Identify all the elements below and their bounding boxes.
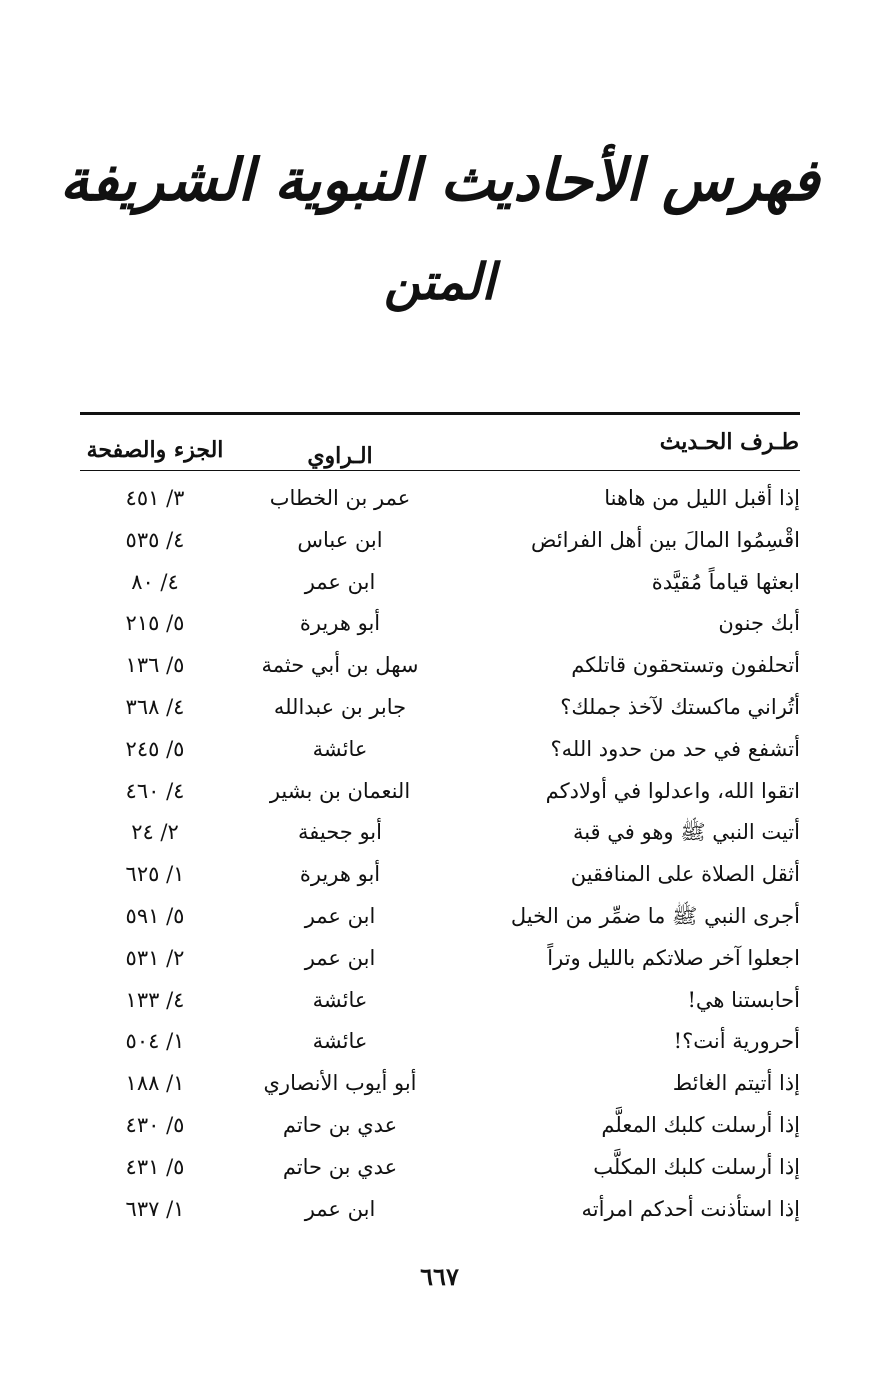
table-row bbox=[80, 1147, 800, 1189]
hadith-text: إذا استأذنت أحدكم امرأته bbox=[581, 1196, 800, 1221]
narrator-name: سهل بن أبي حثمة bbox=[261, 653, 419, 678]
column-header-narrator: الـراوي bbox=[307, 443, 373, 469]
column-header-hadith: طـرف الحـديث bbox=[659, 429, 799, 455]
hadith-text: أتيت النبي ﷺ وهو في قبة bbox=[572, 820, 800, 845]
narrator-name: النعمان بن بشير bbox=[269, 778, 411, 803]
table-row bbox=[80, 729, 800, 771]
volume-page: ٥/ ٢١٥ bbox=[125, 611, 185, 636]
volume-page: ٢/ ٥٣١ bbox=[125, 945, 185, 970]
page-number: ٦٦٧ bbox=[420, 1262, 459, 1291]
hadith-text: أتحلفون وتستحقون قاتلكم bbox=[571, 653, 800, 678]
narrator-name: عائشة bbox=[312, 1029, 368, 1054]
volume-page: ٤/ ٥٣٥ bbox=[125, 527, 185, 552]
volume-page: ٥/ ١٣٦ bbox=[125, 653, 185, 678]
hadith-text: إذا أرسلت كلبك المكلَّب bbox=[593, 1154, 800, 1179]
table-row bbox=[80, 1189, 800, 1231]
volume-page: ١/ ٥٠٤ bbox=[125, 1029, 185, 1054]
hadith-text: إذا أرسلت كلبك المعلَّم bbox=[601, 1112, 800, 1137]
table-row bbox=[80, 771, 800, 813]
volume-page: ٢/ ٢٤ bbox=[131, 820, 179, 845]
volume-page: ٤/ ٣٦٨ bbox=[125, 694, 185, 719]
index-subtitle: المتن bbox=[383, 253, 496, 311]
table-row bbox=[80, 478, 800, 520]
volume-page: ٤/ ٤٦٠ bbox=[125, 778, 185, 803]
header-rule bbox=[80, 470, 800, 471]
hadith-text: اقْسِمُوا المالَ بين أهل الفرائض bbox=[531, 527, 800, 552]
narrator-name: ابن عمر bbox=[304, 1196, 376, 1221]
narrator-name: عائشة bbox=[312, 987, 368, 1012]
volume-page: ١/ ١٨٨ bbox=[125, 1071, 185, 1096]
table-row bbox=[80, 980, 800, 1022]
narrator-name: عمر بن الخطاب bbox=[269, 486, 411, 510]
volume-page: ٥/ ٢٤٥ bbox=[125, 736, 185, 761]
volume-page: ٥/ ٤٣١ bbox=[125, 1154, 185, 1179]
hadith-text: إذا أقبل الليل من هاهنا bbox=[604, 486, 800, 510]
table-row bbox=[80, 938, 800, 980]
table-row bbox=[80, 687, 800, 729]
hadith-text: أتُراني ماكستك لآخذ جملك؟ bbox=[560, 694, 800, 719]
table-row bbox=[80, 562, 800, 604]
narrator-name: ابن عمر bbox=[304, 903, 376, 928]
table-row bbox=[80, 896, 800, 938]
narrator-name: أبو أيوب الأنصاري bbox=[263, 1071, 417, 1096]
hadith-text: أتشفع في حد من حدود الله؟ bbox=[550, 736, 800, 761]
narrator-name: عائشة bbox=[312, 736, 368, 761]
hadith-text: أحرورية أنت؟! bbox=[673, 1029, 800, 1054]
index-title: فهرس الأحاديث النبوية الشريفة bbox=[59, 146, 820, 214]
top-rule bbox=[80, 412, 800, 415]
hadith-text: أحابستنا هي! bbox=[687, 987, 800, 1012]
narrator-name: أبو هريرة bbox=[299, 862, 381, 887]
table-row bbox=[80, 603, 800, 645]
table-row bbox=[80, 812, 800, 854]
narrator-name: ابن عباس bbox=[297, 527, 383, 552]
volume-page: ١/ ٦٢٥ bbox=[125, 862, 185, 887]
table-row bbox=[80, 854, 800, 896]
hadith-text: أبك جنون bbox=[718, 611, 800, 636]
narrator-name: عدي بن حاتم bbox=[282, 1112, 398, 1137]
hadith-text: أجرى النبي ﷺ ما ضمِّر من الخيل bbox=[510, 903, 800, 928]
hadith-text: ابعثها قياماً مُقيَّدة bbox=[651, 569, 800, 594]
volume-page: ٤/ ٨٠ bbox=[131, 569, 179, 594]
narrator-name: أبو هريرة bbox=[299, 611, 381, 636]
hadith-text: أثقل الصلاة على المنافقين bbox=[570, 862, 800, 887]
table-row bbox=[80, 520, 800, 562]
hadith-text: اتقوا الله، واعدلوا في أولادكم bbox=[545, 778, 800, 803]
volume-page: ٥/ ٤٣٠ bbox=[125, 1112, 185, 1137]
volume-page: ٣/ ٤٥١ bbox=[125, 486, 185, 510]
narrator-name: أبو جحيفة bbox=[298, 820, 382, 845]
table-row bbox=[80, 645, 800, 687]
column-header-reference: الجزء والصفحة bbox=[86, 437, 224, 463]
narrator-name: عدي بن حاتم bbox=[282, 1154, 398, 1179]
volume-page: ١/ ٦٣٧ bbox=[125, 1196, 185, 1221]
volume-page: ٥/ ٥٩١ bbox=[125, 903, 185, 928]
hadith-text: إذا أتيتم الغائط bbox=[672, 1071, 800, 1096]
narrator-name: ابن عمر bbox=[304, 569, 376, 594]
table-row bbox=[80, 1063, 800, 1105]
narrator-name: جابر بن عبدالله bbox=[273, 694, 407, 719]
narrator-name: ابن عمر bbox=[304, 945, 376, 970]
hadith-text: اجعلوا آخر صلاتكم بالليل وتراً bbox=[547, 945, 800, 970]
table-row bbox=[80, 1105, 800, 1147]
table-row bbox=[80, 1021, 800, 1063]
volume-page: ٤/ ١٣٣ bbox=[125, 987, 185, 1012]
index-table bbox=[80, 478, 800, 1230]
